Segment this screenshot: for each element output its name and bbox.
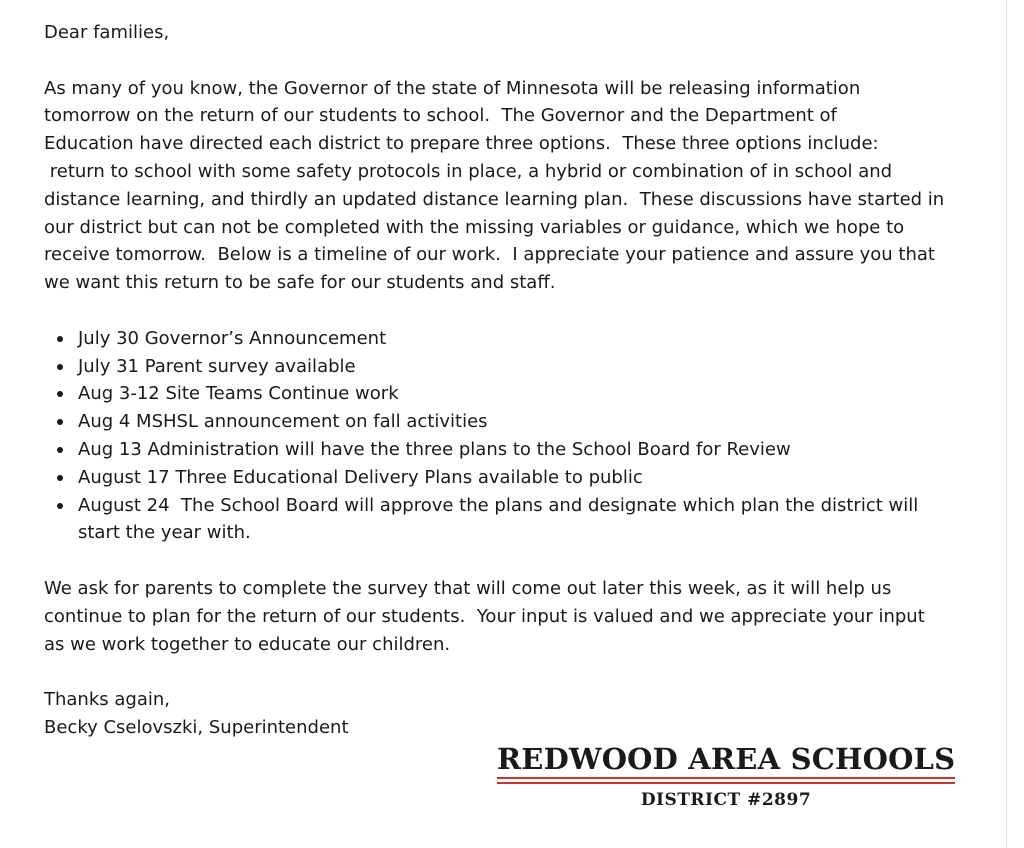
paragraph-line: distance learning, and thirdly an updated distance learning plan. These discussions have started in [44, 188, 945, 210]
paragraph-spacer [44, 297, 974, 325]
paragraph-line: tomorrow on the return of our students to school. The Governor and the Department of [44, 105, 837, 127]
timeline-item: Aug 13 Administration will have the three plans to the School Board for Review [44, 436, 974, 464]
timeline-item: August 24 The School Board will approve the plans and designate which plan the district will start the year with. [44, 492, 974, 548]
timeline-item: Aug 4 MSHSL announcement on fall activities [44, 408, 974, 436]
paragraph-spacer [44, 658, 974, 686]
timeline-item: Aug 3-12 Site Teams Continue work [44, 380, 974, 408]
logo-district-number: DISTRICT #2897 [640, 790, 812, 810]
paragraph-line: As many of you know, the Governor of the state of Minnesota will be releasing information [44, 77, 861, 99]
paragraph-line: continue to plan for the return of our students. Your input is valued and we appreciate your input [44, 605, 925, 627]
timeline-item: August 17 Three Educational Delivery Plans available to public [44, 464, 974, 492]
survey-paragraph [44, 575, 974, 658]
paragraph-line: Education have directed each district to prepare three options. These three options include: [44, 133, 879, 155]
letter-body [44, 19, 974, 742]
paragraph-line: our district but can not be completed with the missing variables or guidance, which we hope to [44, 216, 905, 238]
signature: Becky Cselovszki, Superintendent [44, 716, 349, 738]
timeline-list [44, 325, 974, 547]
logo-school-name: REDWOOD AREA SCHOOLS [497, 742, 956, 776]
closing: Thanks again, [44, 689, 170, 711]
paragraph-line: receive tomorrow. Below is a timeline of our work. I appreciate your patience and assure you that [44, 244, 935, 266]
logo-rule-spacer [497, 779, 955, 781]
greeting: Dear families, [44, 22, 170, 43]
paragraph-line: We ask for parents to complete the survey that will come out later this week, as it will help us [44, 577, 892, 599]
timeline-item: July 30 Governor’s Announcement [44, 325, 974, 353]
district-logo [497, 742, 955, 811]
paragraph-line: we want this return to be safe for our students and staff. [44, 272, 556, 294]
paragraph-spacer [44, 47, 974, 75]
paragraph-spacer [44, 547, 974, 575]
timeline-item: July 31 Parent survey available [44, 353, 974, 381]
logo-rule-bottom [497, 782, 955, 784]
paragraph-line: as we work together to educate our children. [44, 633, 451, 655]
paragraph-line: return to school with some safety protocols in place, a hybrid or combination of in school and [44, 160, 893, 182]
page-edge-divider [1006, 0, 1007, 848]
intro-paragraph [44, 75, 974, 297]
